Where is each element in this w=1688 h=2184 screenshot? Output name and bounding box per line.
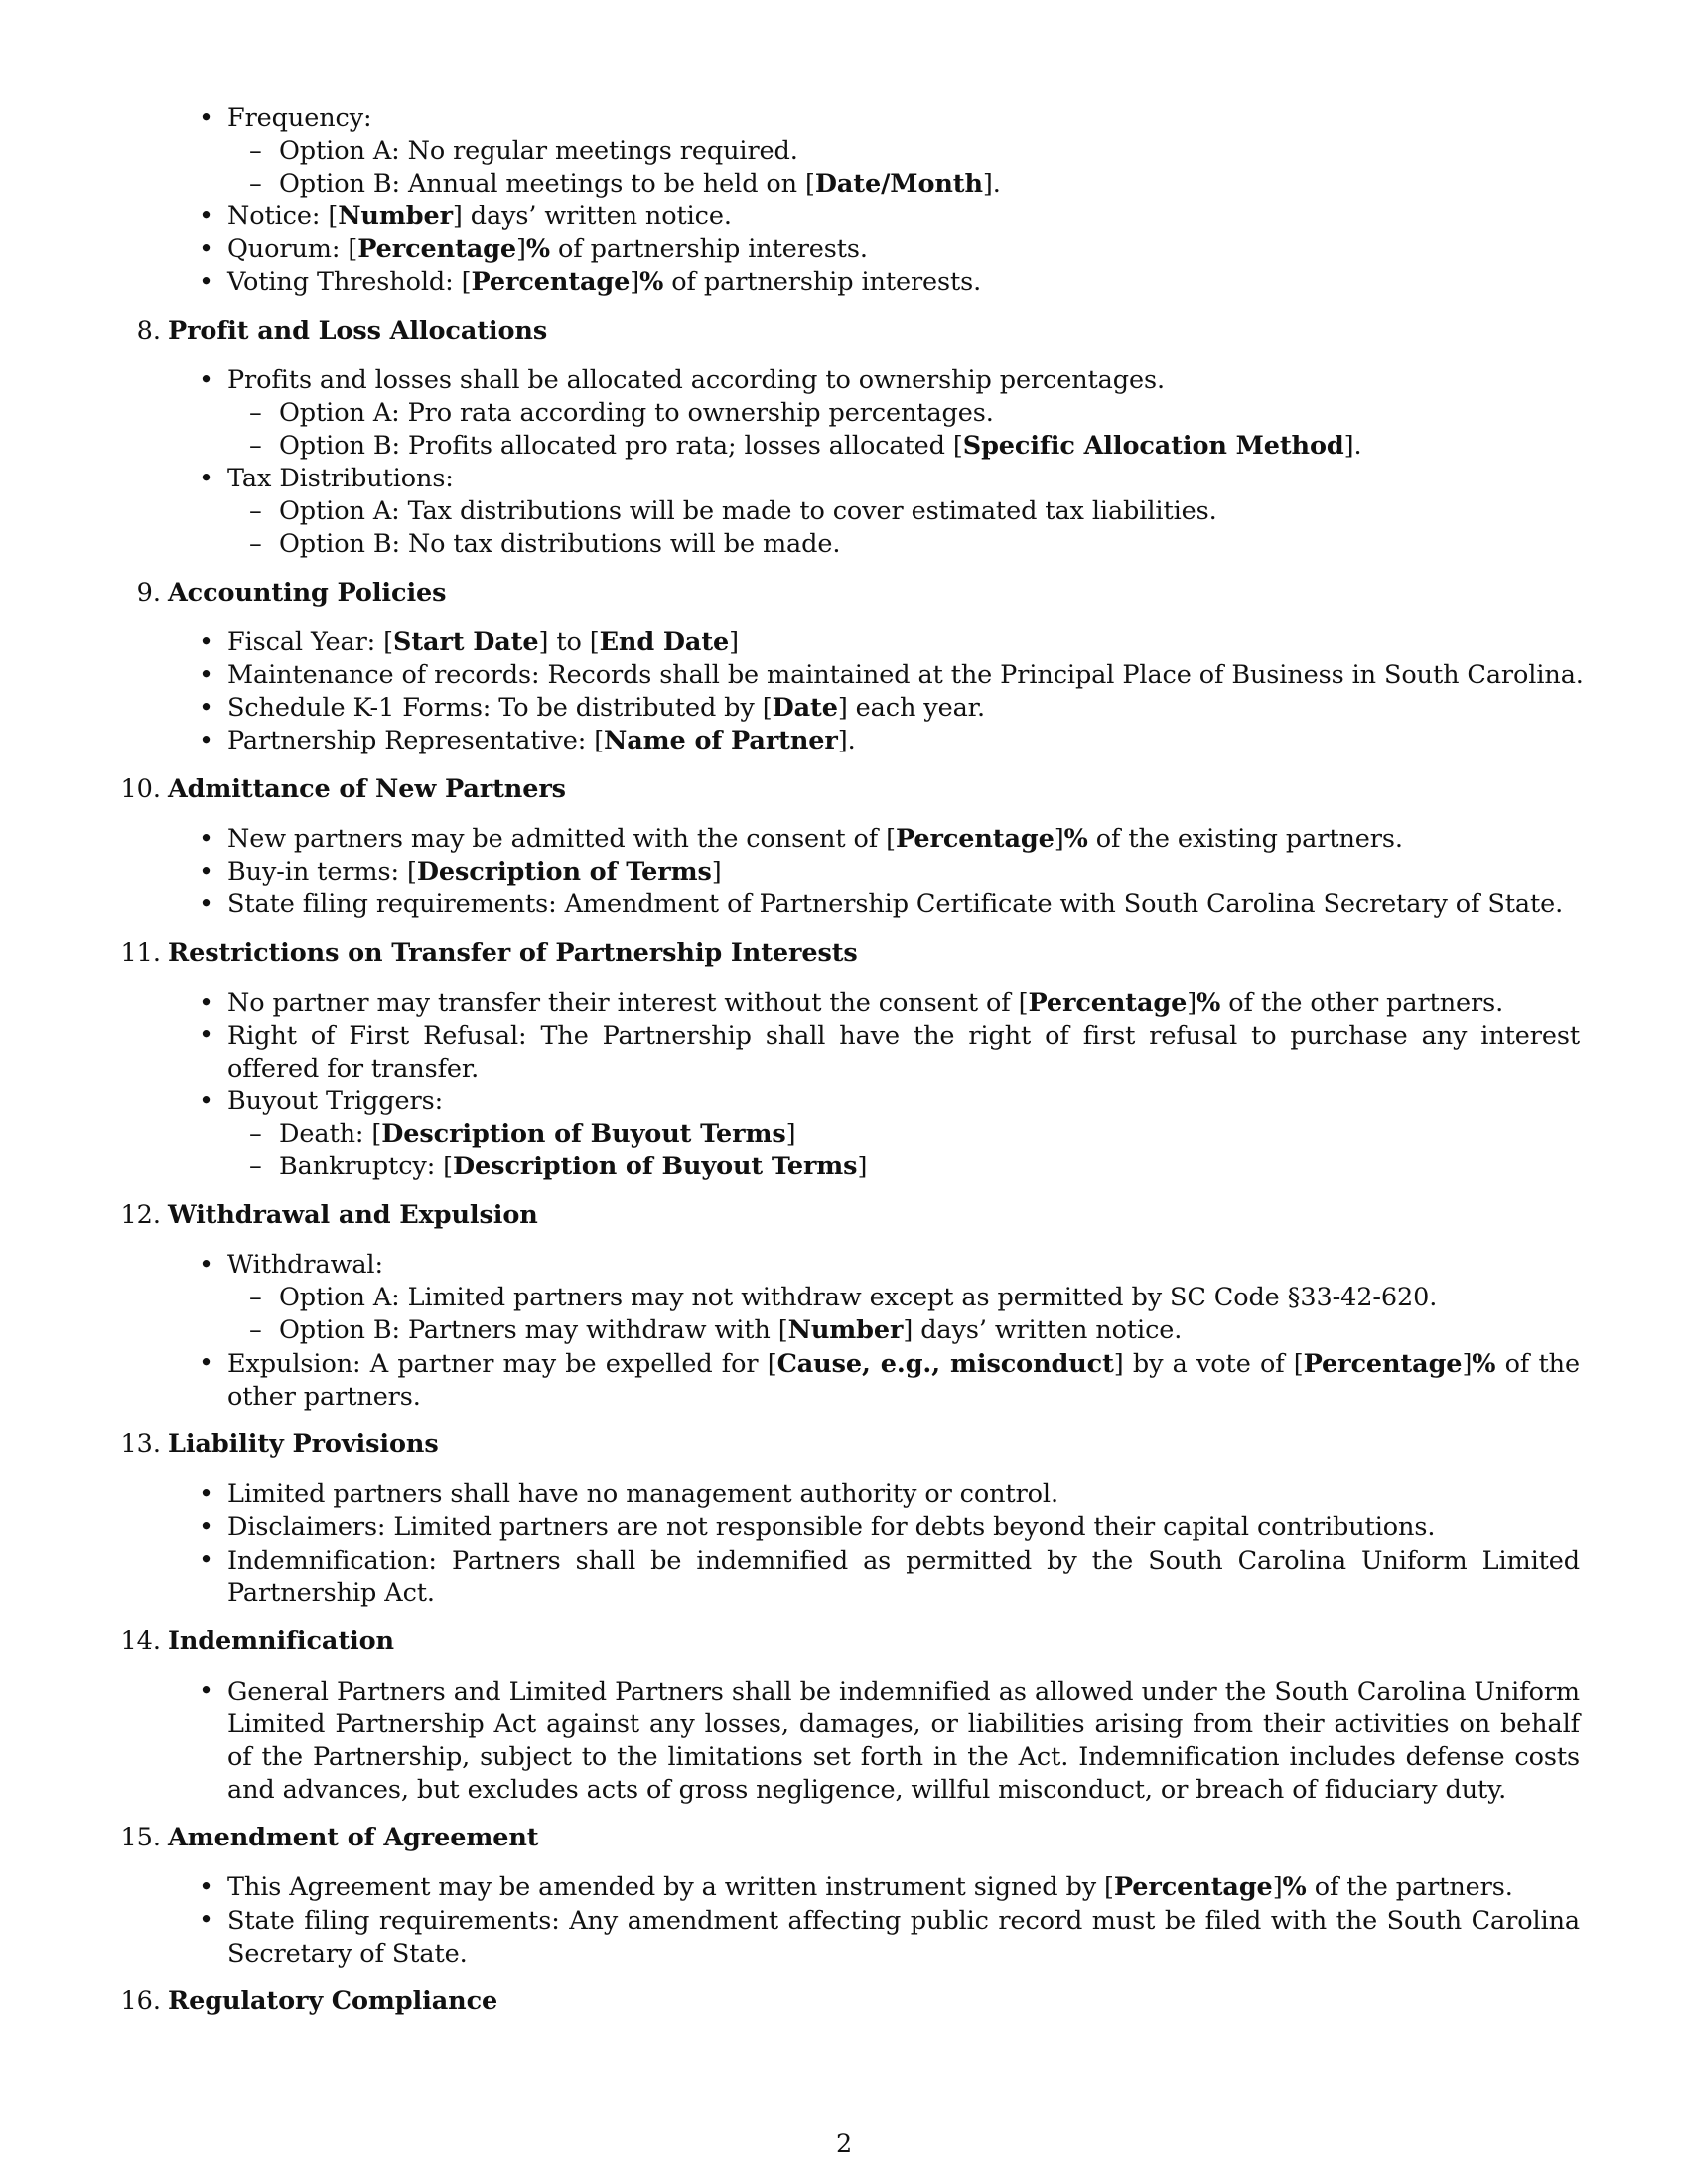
text-run: Option B: Annual meetings to be held on [ [279,169,815,199]
text-run: Option A: No regular meetings required. [279,136,798,166]
text-run: ] to [ [538,627,600,657]
text-run: Fiscal Year: [ [227,627,394,657]
text-run: of the other partners. [227,1349,1580,1412]
text-run: of the existing partners. [1087,824,1403,854]
text-run: Buyout Triggers: [227,1086,444,1116]
bullet-marker: • [199,1250,214,1280]
text-run: Notice: [ [227,202,339,231]
section-heading [168,1200,538,1230]
section-heading [168,316,547,345]
text-run: ] [729,627,739,657]
bullet-item [227,1676,1580,1807]
sub-option-item [279,136,798,166]
bullet-item [227,365,1165,395]
bullet-marker: • [199,365,214,395]
text-run: Maintenance of records: Records shall be maintained at the Principal Place of Business in South Carolina. [227,660,1584,690]
placeholder-field: Percentage [1113,1872,1273,1902]
bullet-item [227,1021,1580,1086]
text-run: ] each year. [837,693,985,723]
bullet-item [227,1545,1580,1610]
bullet-item [227,267,981,297]
bullet-item [227,1250,383,1280]
text-run: Expulsion: A partner may be expelled for [ [227,1349,777,1379]
dash-marker: – [249,1283,262,1312]
text-run: ] [785,1119,796,1149]
text-run: Disclaimers: Limited partners are not responsible for debts beyond their capital contributions. [227,1512,1436,1542]
text-run: Admittance of New Partners [168,774,566,804]
sub-option-item [279,1283,1437,1312]
placeholder-field: Description of Buyout Terms [381,1119,786,1149]
text-run: of partnership interests. [663,267,982,297]
bullet-marker: • [199,1512,214,1542]
placeholder-field: Number [338,202,453,231]
section-heading [168,938,858,968]
text-run: Accounting Policies [168,578,447,608]
text-run: Regulatory Compliance [168,1986,498,2016]
sub-option-item [279,398,994,428]
dash-marker: – [249,529,262,559]
placeholder-field: % [1196,988,1221,1018]
section-number: 9. [136,578,161,608]
bullet-marker: • [199,103,214,133]
text-run: State filing requirements: Amendment of Partnership Certificate with South Carolina Secretary of State. [227,889,1564,919]
text-run: Option A: Tax distributions will be made to cover estimated tax liabilities. [279,496,1217,526]
text-run: Indemnification: Partners shall be indemnified as permitted by the South Carolina Uniform Limited Partnership Act. [227,1546,1580,1608]
text-run: Buy-in terms: [ [227,857,417,887]
section-number: 11. [120,938,161,968]
text-run: Withdrawal: [227,1250,383,1280]
text-run: ]. [1343,431,1362,461]
placeholder-field: % [639,267,664,297]
text-run: ] by a vote of [ [1113,1349,1304,1379]
bullet-marker: • [199,857,214,887]
text-run: New partners may be admitted with the consent of [ [227,824,896,854]
sub-option-item [279,529,840,559]
text-run: ] [711,857,722,887]
text-run: Option A: Limited partners may not withdraw except as permitted by SC Code §33-42-620. [279,1283,1438,1312]
section-heading [168,1986,497,2016]
bullet-marker: • [199,726,214,755]
bullet-item [227,103,372,133]
sub-option-item [279,1119,796,1149]
text-run: ]. [982,169,1001,199]
dash-marker: – [249,1152,262,1181]
placeholder-field: Date [772,693,838,723]
bullet-marker: • [199,627,214,657]
text-run: General Partners and Limited Partners shall be indemnified as allowed under the South Carolina Uniform Limited Partnership Act against any losses, damages, or liabilities arising from their activities on behalf of the Partnership, subject to the limitations set forth in the Act. Indemnification includes defense costs and advances, but excludes acts of gross negligence, willful misconduct, or breach of fiduciary duty. [227,1677,1580,1805]
text-run: Bankruptcy: [ [279,1152,454,1181]
text-run: ] [1462,1349,1473,1379]
bullet-item [227,1086,443,1116]
bullet-marker: • [199,1086,214,1116]
text-run: of the other partners. [1220,988,1504,1018]
text-run: ] [516,234,526,264]
bullet-item [227,627,739,657]
text-run: Profits and losses shall be allocated according to ownership percentages. [227,365,1165,395]
text-run: ] [857,1152,868,1181]
bullet-item [227,988,1503,1018]
text-run: Tax Distributions: [227,464,454,493]
text-run: Profit and Loss Allocations [168,316,548,345]
placeholder-field: Description of Buyout Terms [453,1152,858,1181]
section-number: 10. [120,774,161,804]
placeholder-field: % [1063,824,1088,854]
text-run: Partnership Representative: [ [227,726,605,755]
text-run: No partner may transfer their interest without the consent of [ [227,988,1029,1018]
placeholder-field: Percentage [357,234,517,264]
text-run: Amendment of Agreement [168,1823,539,1852]
bullet-marker: • [199,660,214,690]
bullet-item [227,660,1584,690]
text-run: State filing requirements: Any amendment affecting public record must be filed with the South Carolina Secretary of State. [227,1906,1580,1969]
section-number: 16. [120,1986,161,2016]
text-run: ] [1054,824,1064,854]
bullet-marker: • [199,1545,214,1574]
text-run: Option B: Partners may withdraw with [ [279,1315,788,1345]
bullet-item [227,857,722,887]
placeholder-field: Percentage [895,824,1055,854]
section-number: 12. [120,1200,161,1230]
bullet-marker: • [199,988,214,1018]
bullet-item [227,1479,1058,1509]
text-run: Voting Threshold: [ [227,267,472,297]
section-heading [168,1430,439,1459]
text-run: Limited partners shall have no management authority or control. [227,1479,1058,1509]
bullet-marker: • [199,1348,214,1378]
text-run: Withdrawal and Expulsion [168,1200,538,1230]
dash-marker: – [249,136,262,166]
text-run: Option A: Pro rata according to ownership percentages. [279,398,994,428]
text-run: Liability Provisions [168,1430,439,1459]
bullet-item [227,824,1403,854]
section-heading [168,774,566,804]
text-run: ] days’ written notice. [903,1315,1183,1345]
placeholder-field: % [1472,1349,1496,1379]
text-run: Quorum: [ [227,234,358,264]
bullet-item [227,889,1563,919]
text-run: Restrictions on Transfer of Partnership Interests [168,938,858,968]
text-run: This Agreement may be amended by a written instrument signed by [ [227,1872,1114,1902]
sub-option-item [279,1152,867,1181]
bullet-item [227,693,985,723]
dash-marker: – [249,169,262,199]
placeholder-field: % [525,234,551,264]
text-run: ]. [837,726,856,755]
text-run: ] [1187,988,1197,1018]
bullet-item [227,1905,1580,1971]
section-number: 15. [120,1823,161,1852]
bullet-item [227,202,732,231]
section-heading [168,578,446,608]
bullet-marker: • [199,1479,214,1509]
text-run: of partnership interests. [550,234,868,264]
sub-option-item [279,1315,1182,1345]
bullet-marker: • [199,889,214,919]
text-run: Indemnification [168,1626,394,1656]
bullet-marker: • [199,464,214,493]
text-run: ] [630,267,640,297]
page-number: 2 [835,2129,853,2159]
bullet-item [227,726,856,755]
placeholder-field: Date/Month [814,169,983,199]
placeholder-field: Start Date [393,627,539,657]
placeholder-field: Description of Terms [416,857,712,887]
placeholder-field: Name of Partner [604,726,838,755]
dash-marker: – [249,496,262,526]
bullet-marker: • [199,267,214,297]
sub-option-item [279,431,1361,461]
section-heading [168,1626,394,1656]
placeholder-field: Percentage [1303,1349,1463,1379]
bullet-marker: • [199,693,214,723]
section-heading [168,1823,538,1852]
bullet-marker: • [199,202,214,231]
section-number: 14. [120,1626,161,1656]
bullet-item [227,234,868,264]
bullet-marker: • [199,824,214,854]
bullet-marker: • [199,234,214,264]
placeholder-field: End Date [599,627,730,657]
placeholder-field: % [1282,1872,1307,1902]
placeholder-field: Percentage [1028,988,1188,1018]
text-run: Option B: Profits allocated pro rata; losses allocated [ [279,431,963,461]
placeholder-field: Cause, e.g., misconduct [776,1349,1114,1379]
text-run: Right of First Refusal: The Partnership shall have the right of first refusal to purchase any interest offered for transfer. [227,1022,1580,1084]
section-number: 13. [120,1430,161,1459]
bullet-marker: • [199,1905,214,1935]
text-run: Schedule K-1 Forms: To be distributed by [ [227,693,773,723]
dash-marker: – [249,1119,262,1149]
text-run: of the partners. [1306,1872,1513,1902]
bullet-item [227,1872,1513,1902]
sub-option-item [279,169,1001,199]
placeholder-field: Percentage [471,267,631,297]
dash-marker: – [249,398,262,428]
dash-marker: – [249,431,262,461]
bullet-item [227,1348,1580,1414]
placeholder-field: Specific Allocation Method [962,431,1344,461]
text-run: Frequency: [227,103,372,133]
placeholder-field: Number [787,1315,904,1345]
bullet-marker: • [199,1676,214,1706]
text-run: ] [1272,1872,1283,1902]
text-run: ] days’ written notice. [452,202,732,231]
bullet-marker: • [199,1021,214,1050]
dash-marker: – [249,1315,262,1345]
text-run: Death: [ [279,1119,382,1149]
bullet-marker: • [199,1872,214,1902]
sub-option-item [279,496,1217,526]
bullet-item [227,464,454,493]
text-run: Option B: No tax distributions will be made. [279,529,841,559]
section-number: 8. [136,316,161,345]
bullet-item [227,1512,1435,1542]
